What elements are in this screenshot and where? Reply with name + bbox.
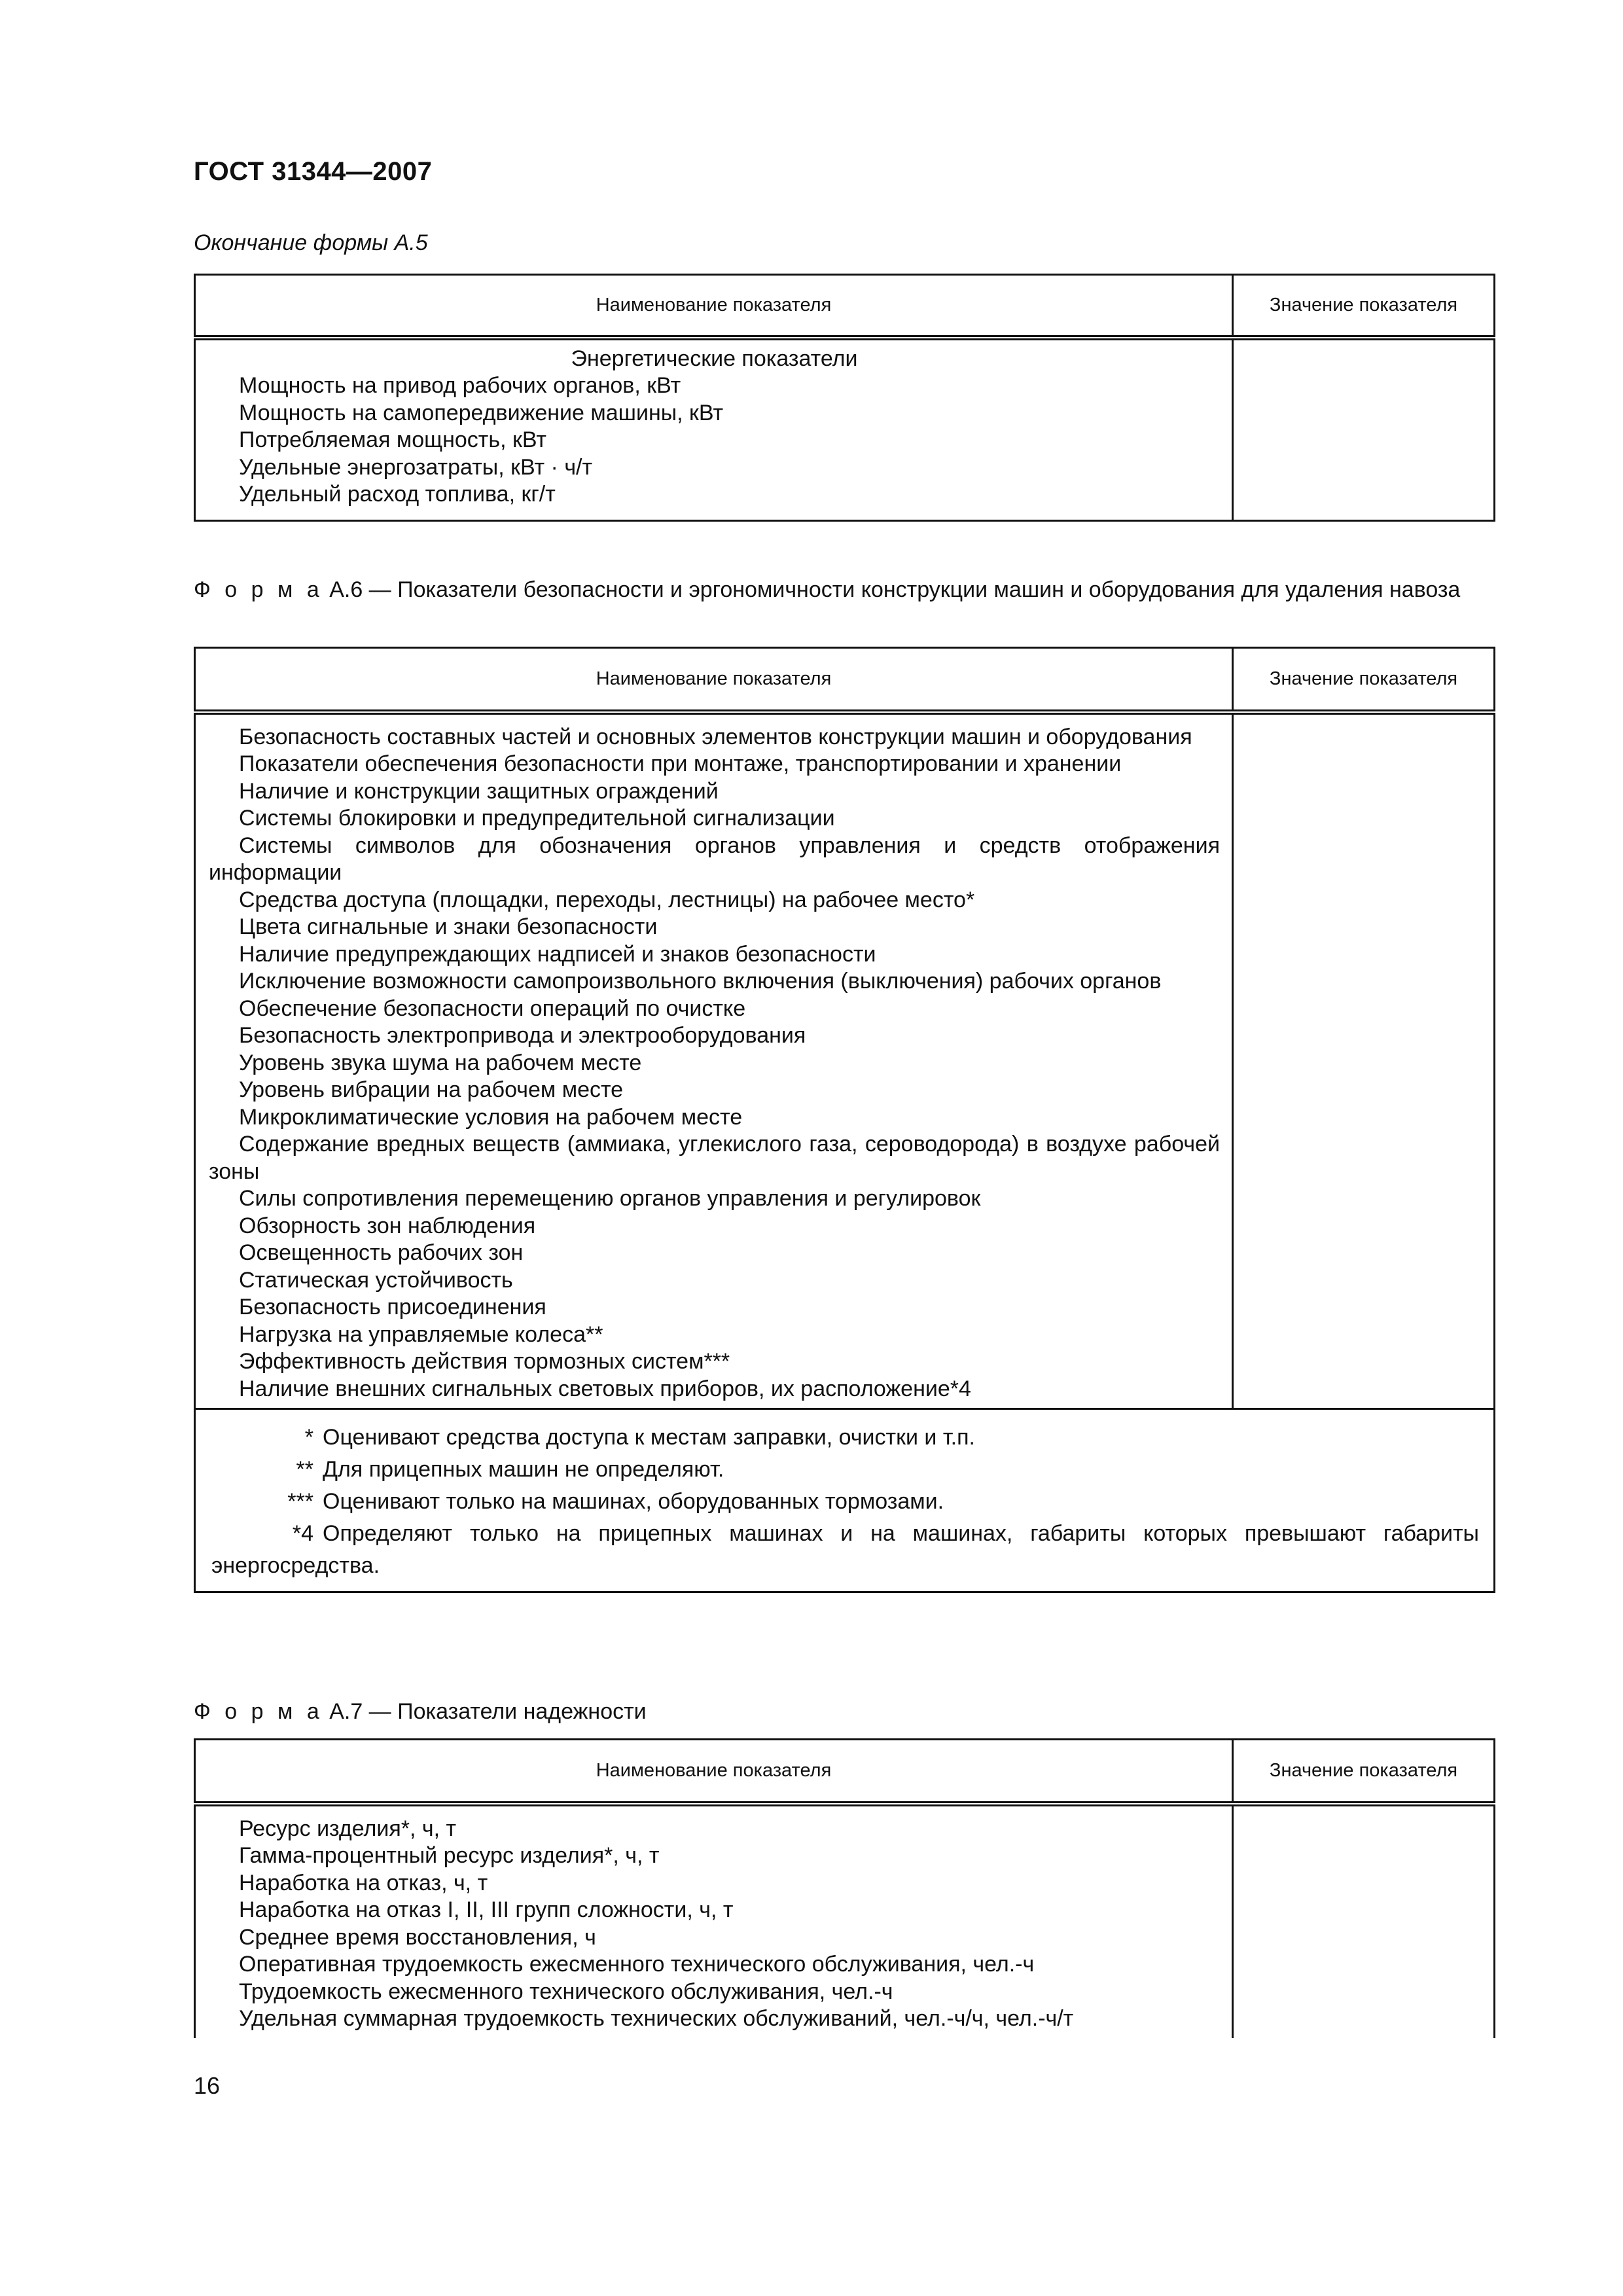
- footnote-text: Для прицепных машин не определяют.: [323, 1457, 724, 1482]
- form-a7-table: [194, 1738, 1495, 2038]
- indicator-list: [195, 1804, 1233, 2038]
- list-item: Эффективность действия тормозных систем***: [239, 1349, 730, 1374]
- footnote-text: Оценивают средства доступа к местам заправки, очистки и т.п.: [323, 1425, 975, 1450]
- list-item: Трудоемкость ежесменного технического обслуживания, чел.-ч: [239, 1979, 893, 2004]
- list-item: Удельная суммарная трудоемкость технических обслуживаний, чел.-ч/ч, чел.-ч/т: [239, 2006, 1074, 2031]
- list-item: Наработка на отказ I, II, III групп сложности, ч, т: [239, 1897, 734, 1922]
- column-header-name: Наименование показателя: [195, 275, 1233, 338]
- list-item: Исключение возможности самопроизвольного включения (выключения) рабочих органов: [239, 969, 1162, 994]
- form-a6-title: [194, 576, 1496, 603]
- page-number: 16: [194, 2072, 221, 2099]
- form-a7-title: [194, 1698, 1496, 1725]
- footnote-mark: *: [304, 1425, 313, 1450]
- footnote: [211, 1454, 1479, 1486]
- list-item: Микроклиматические условия на рабочем месте: [239, 1104, 743, 1130]
- list-item: Цвета сигнальные и знаки безопасности: [239, 914, 658, 939]
- list-item: Системы символов для обозначения органов управления и средств отображения информации: [209, 833, 1220, 885]
- column-header-value: Значение показателя: [1233, 648, 1495, 712]
- form-title-text: А.7 — Показатели надежности: [329, 1699, 647, 1724]
- list-item: Уровень звука шума на рабочем месте: [239, 1050, 642, 1075]
- form-title-text: А.6 — Показатели безопасности и эргономичности конструкции машин и оборудования для удаления навоза: [329, 577, 1461, 602]
- list-item: Системы блокировки и предупредительной сигнализации: [239, 806, 835, 831]
- list-item: Наработка на отказ, ч, т: [239, 1870, 488, 1895]
- list-item: Силы сопротивления перемещению органов управления и регулировок: [239, 1186, 981, 1211]
- footnote: [211, 1486, 1479, 1518]
- list-item: Удельный расход топлива, кг/т: [239, 482, 556, 507]
- form-a6-table: [194, 647, 1495, 1593]
- list-item: Освещенность рабочих зон: [239, 1240, 524, 1265]
- column-header-name: Наименование показателя: [195, 648, 1233, 712]
- section-title: Энергетические показатели: [571, 346, 858, 371]
- list-item: Нагрузка на управляемые колеса**: [239, 1321, 603, 1347]
- form-a5-table: [194, 274, 1495, 522]
- form-label: Ф о р м а: [194, 1699, 323, 1724]
- list-item: Статическая устойчивость: [239, 1267, 513, 1293]
- list-item: Оперативная трудоемкость ежесменного технического обслуживания, чел.-ч: [239, 1952, 1035, 1977]
- list-item: Безопасность присоединения: [239, 1295, 546, 1319]
- value-cell: [1233, 712, 1495, 1409]
- column-header-value: Значение показателя: [1233, 1740, 1495, 1804]
- list-item: Показатели обеспечения безопасности при монтаже, транспортировании и хранении: [239, 751, 1122, 776]
- list-item: Наличие внешних сигнальных световых приборов, их расположение*4: [239, 1376, 971, 1401]
- list-item: Содержание вредных веществ (аммиака, углекислого газа, сероводорода) в воздухе рабочей зоны: [209, 1132, 1220, 1184]
- footnote-mark: *4: [292, 1521, 313, 1546]
- list-item: Среднее время восстановления, ч: [239, 1924, 596, 1950]
- footnote: [211, 1422, 1479, 1454]
- footnote-mark: **: [296, 1457, 313, 1482]
- indicator-list: [195, 712, 1233, 1409]
- list-item: Наличие и конструкции защитных ограждений: [239, 778, 719, 804]
- list-item: Гамма-процентный ресурс изделия*, ч, т: [239, 1843, 660, 1868]
- list-item: Обеспечение безопасности операций по очистке: [239, 996, 746, 1021]
- document-id: ГОСТ 31344—2007: [194, 157, 433, 186]
- list-item: Безопасность электропривода и электрооборудования: [239, 1023, 806, 1048]
- list-item: Мощность на привод рабочих органов, кВт: [239, 373, 681, 398]
- list-item: Мощность на самопередвижение машины, кВт: [239, 400, 724, 425]
- list-item: Безопасность составных частей и основных элементов конструкции машин и оборудования: [239, 724, 1192, 749]
- list-item: Обзорность зон наблюдения: [239, 1213, 536, 1238]
- value-cell: [1233, 338, 1495, 521]
- footnote-mark: ***: [287, 1489, 313, 1514]
- form-label: Ф о р м а: [194, 577, 323, 602]
- footnote: [211, 1518, 1479, 1582]
- list-item: Средства доступа (площадки, переходы, лестницы) на рабочее место*: [239, 887, 975, 912]
- list-item: Потребляемая мощность, кВт: [239, 427, 546, 452]
- column-header-name: Наименование показателя: [195, 1740, 1233, 1804]
- value-cell: [1233, 1804, 1495, 2038]
- footnotes: [195, 1409, 1495, 1592]
- column-header-value: Значение показателя: [1233, 275, 1495, 338]
- list-item: Уровень вибрации на рабочем месте: [239, 1077, 624, 1102]
- indicator-list: [195, 338, 1233, 521]
- list-item: Ресурс изделия*, ч, т: [239, 1816, 457, 1841]
- footnote-text: Оценивают только на машинах, оборудованных тормозами.: [323, 1489, 944, 1514]
- list-item: Удельные энергозатраты, кВт · ч/т: [239, 454, 593, 480]
- footnote-text: Определяют только на прицепных машинах и на машинах, габариты которых превышают габариты энергосредства.: [211, 1521, 1479, 1578]
- form-a5-caption: Окончание формы А.5: [194, 230, 428, 255]
- list-item: Наличие предупреждающих надписей и знаков безопасности: [239, 941, 876, 967]
